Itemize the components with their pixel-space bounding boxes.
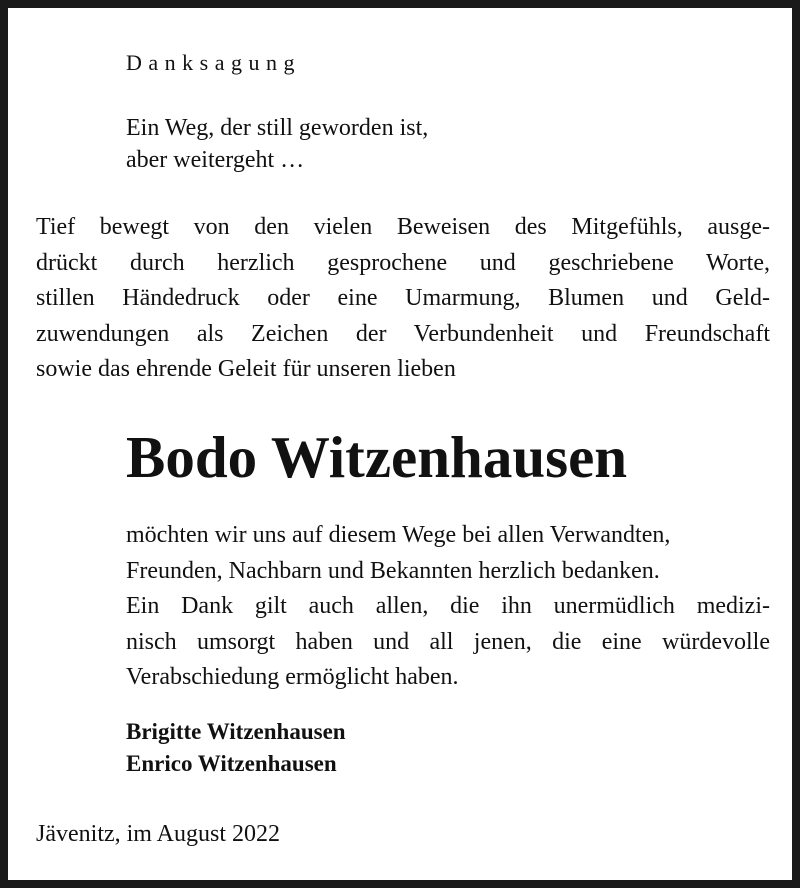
intro-line: sowie das ehrende Geleit für unseren lieben	[36, 356, 456, 382]
intro-line: Tief bewegt von den vielen Beweisen des Mitgefühls, ausge-	[36, 214, 770, 240]
intro-line: zuwendungen als Zeichen der Verbundenheit und Freundschaft	[36, 320, 770, 347]
thanks-line: möchten wir uns auf diesem Wege bei allen Verwandten,	[126, 522, 671, 548]
intro-line: drückt durch herzlich gesprochene und geschriebene Worte,	[36, 249, 770, 276]
signatures	[126, 716, 346, 780]
signature-name: Enrico Witzenhausen	[126, 751, 337, 776]
notice-heading: Danksagung	[126, 50, 301, 75]
intro-line: stillen Händedruck oder eine Umarmung, Blumen und Geld-	[36, 285, 770, 311]
place-and-date: Jävenitz, im August 2022	[36, 821, 280, 847]
thanks-paragraph	[126, 518, 770, 696]
deceased-name: Bodo Witzenhausen	[126, 424, 628, 490]
thanks-line: nisch umsorgt haben und all jenen, die eine würdevolle	[126, 628, 770, 655]
motto-line: aber weitergeht …	[126, 147, 305, 173]
motto-verse	[126, 112, 428, 176]
thanks-line: Freunden, Nachbarn und Bekannten herzlich bedanken.	[126, 557, 660, 584]
motto-line: Ein Weg, der still geworden ist,	[126, 115, 429, 141]
thanks-line: Verabschiedung ermöglicht haben.	[126, 664, 459, 690]
thanks-line: Ein Dank gilt auch allen, die ihn unermüdlich medizi-	[126, 593, 770, 619]
signature-name: Brigitte Witzenhausen	[126, 719, 346, 744]
intro-paragraph	[36, 210, 770, 388]
